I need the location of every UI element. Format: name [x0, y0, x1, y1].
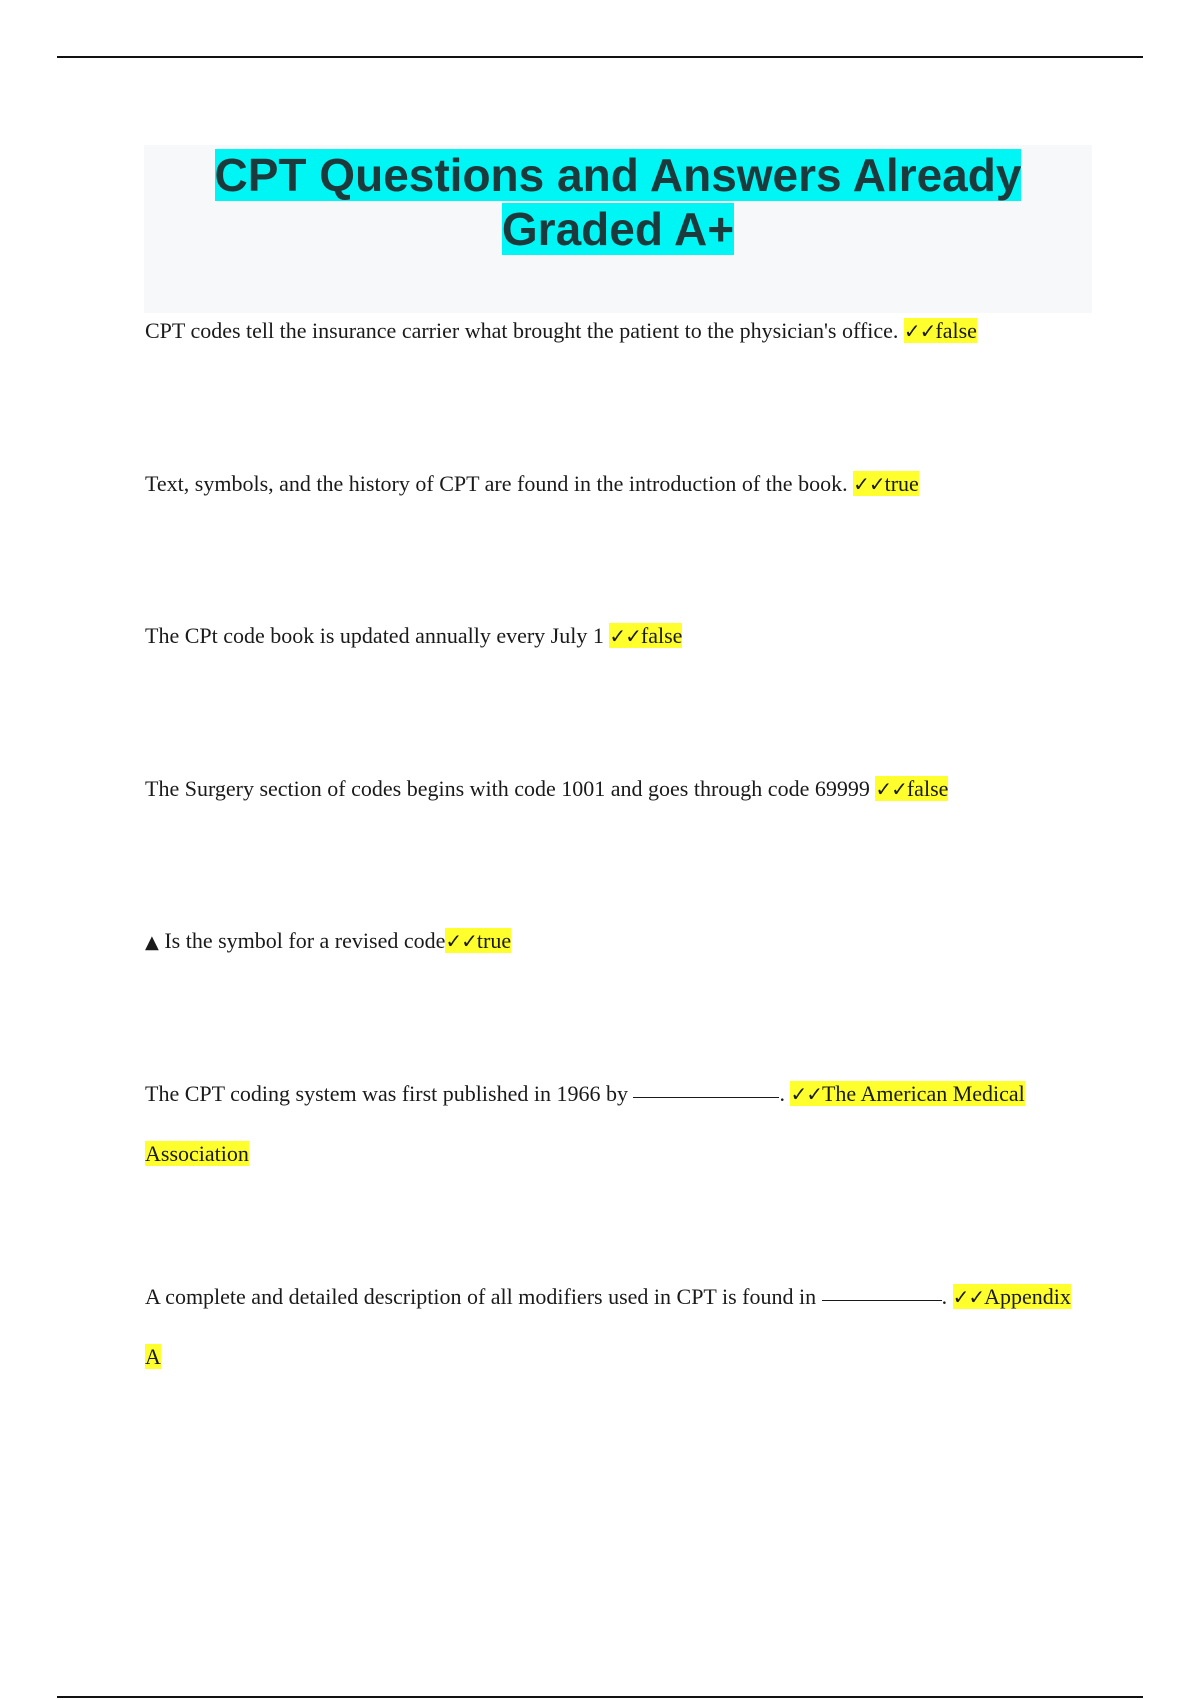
revised-code-triangle-icon: ▲ [145, 932, 159, 953]
question-text-end: . [941, 1284, 948, 1309]
header-rule [57, 56, 1143, 58]
double-check-icon: ✓✓ [952, 1285, 985, 1309]
question-text: CPT codes tell the insurance carrier what brought the patient to the physician's office. [145, 318, 899, 343]
double-check-icon: ✓✓ [609, 624, 641, 648]
qa-item [145, 606, 1075, 666]
double-check-icon: ✓✓ [903, 319, 936, 343]
answer-text: true [884, 471, 919, 496]
answer-text: false [640, 623, 683, 648]
qa-item [145, 1064, 1075, 1183]
answer-text: true [476, 928, 512, 953]
answer-text: Appendix A [145, 1284, 1071, 1369]
fill-in-blank [633, 1097, 779, 1098]
answer-text: The American Medical Association [145, 1081, 1025, 1166]
question-text: The Surgery section of codes begins with code 1001 and goes through code 69999 [145, 776, 870, 801]
document-title: CPT Questions and Answers Already Graded A+ [214, 149, 1022, 255]
question-text: Text, symbols, and the history of CPT are found in the introduction of the book. [145, 471, 848, 496]
footer-rule [57, 1696, 1143, 1698]
answer-highlight [609, 623, 682, 648]
qa-item [145, 911, 1075, 972]
fill-in-blank [822, 1300, 942, 1301]
answer-highlight [875, 776, 948, 801]
double-check-icon: ✓✓ [445, 929, 477, 953]
answer-text: false [935, 318, 977, 343]
answer-highlight [445, 928, 511, 953]
qa-item [145, 454, 1075, 514]
question-text: The CPt code book is updated annually every July 1 [145, 623, 604, 648]
title-block [144, 145, 1092, 313]
double-check-icon: ✓✓ [853, 472, 885, 496]
qa-item [145, 759, 1075, 819]
question-text: The CPT coding system was first published in 1966 by [145, 1081, 628, 1106]
double-check-icon: ✓✓ [790, 1082, 822, 1106]
double-check-icon: ✓✓ [875, 777, 907, 801]
question-text: Is the symbol for a revised code [164, 928, 446, 953]
answer-text: false [906, 776, 949, 801]
answer-highlight [853, 471, 919, 496]
qa-item [145, 301, 1075, 361]
qa-item [145, 1267, 1075, 1386]
question-text: A complete and detailed description of all modifiers used in CPT is found in [145, 1284, 817, 1309]
question-text-end: . [779, 1081, 785, 1106]
answer-highlight [904, 318, 977, 343]
